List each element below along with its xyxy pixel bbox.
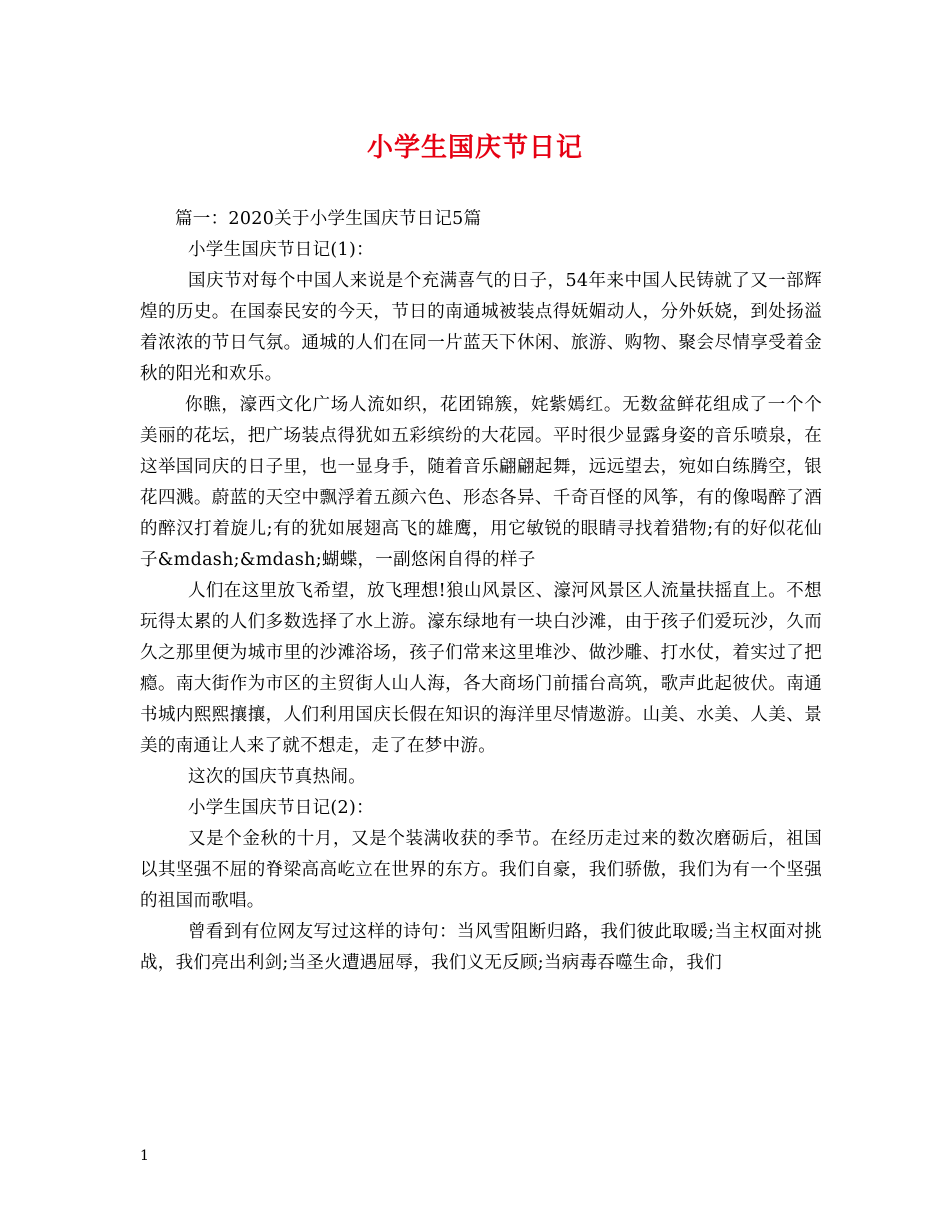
section-heading: 篇一：2020关于小学生国庆节日记5篇	[175, 209, 482, 229]
body-paragraph: 人们在这里放飞希望，放飞理想!狼山风景区、濠河风景区人流量扶摇直上。不想玩得太累的人们多数选择了水上游。濠东绿地有一块白沙滩，由于孩子们爱玩沙，久而久之那里便为城市里的沙滩浴场，孩子们常来这里堆沙、做沙雕、打水仗，着实过了把瘾。南大街作为市区的主贸街人山人海，各大商场门前擂台高筑，歌声此起彼伏。南通书城内熙熙攘攘，人们利用国庆长假在知识的海洋里尽情遨游。山美、水美、人美、景美的南通让人来了就不想走，走了在梦中游。	[140, 581, 822, 756]
document-body	[140, 204, 822, 979]
document-title: 小学生国庆节日记	[366, 133, 583, 163]
body-paragraph: 曾看到有位网友写过这样的诗句：当风雪阻断归路，我们彼此取暖;当主权面对挑战，我们亮出利剑;当圣火遭遇屈辱，我们义无反顾;当病毒吞噬生命，我们	[140, 922, 822, 973]
page-number: 1	[140, 1148, 149, 1164]
body-paragraph: 这次的国庆节真热闹。	[188, 767, 366, 787]
body-paragraph: 国庆节对每个中国人来说是个充满喜气的日子，54年来中国人民铸就了又一部辉煌的历史。在国泰民安的今天，节日的南通城被装点得妩媚动人，分外妖娆，到处扬溢着浓浓的节日气氛。通城的人们在同一片蓝天下休闲、旅游、购物、聚会尽情享受着金秋的阳光和欢乐。	[140, 271, 822, 384]
body-paragraph: 你瞧，濠西文化广场人流如织，花团锦簇，姹紫嫣红。无数盆鲜花组成了一个个美丽的花坛，把广场装点得犹如五彩缤纷的大花园。平时很少显露身姿的音乐喷泉，在这举国同庆的日子里，也一显身手，随着音乐翩翩起舞，远远望去，宛如白练腾空，银花四溅。蔚蓝的天空中飘浮着五颜六色、形态各异、千奇百怪的风筝，有的像喝醉了酒的醉汉打着旋儿;有的犹如展翅高飞的雄鹰，用它敏锐的眼睛寻找着猎物;有的好似花仙子&mdash;&mdash;蝴蝶，一副悠闲自得的样子	[140, 395, 822, 570]
diary-heading: 小学生国庆节日记(2)：	[188, 798, 374, 818]
body-paragraph: 又是个金秋的十月，又是个装满收获的季节。在经历走过来的数次磨砺后，祖国以其坚强不屈的脊梁高高屹立在世界的东方。我们自豪，我们骄傲，我们为有一个坚强的祖国而歌唱。	[140, 829, 822, 911]
diary-heading: 小学生国庆节日记(1)：	[188, 240, 374, 260]
